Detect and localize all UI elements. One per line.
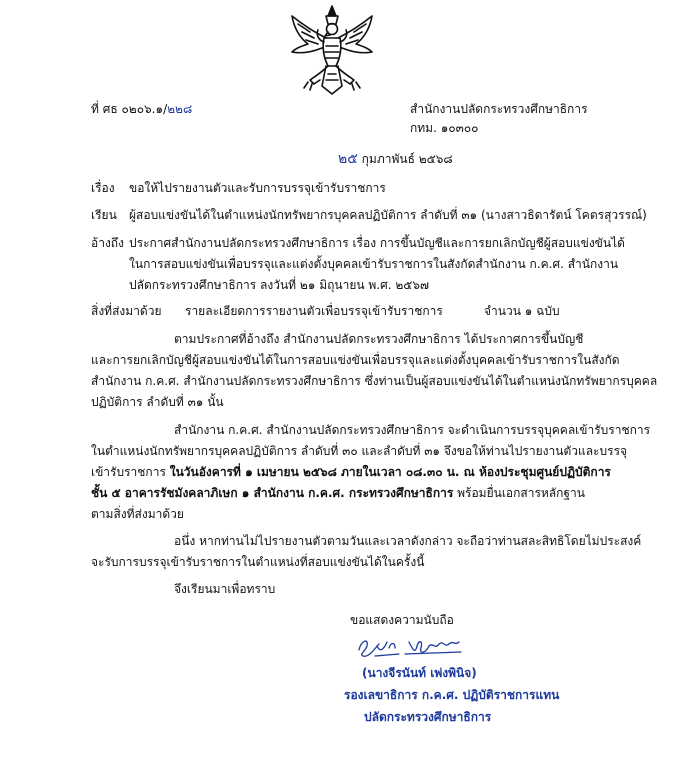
paragraph-line: สำนักงาน ก.ค.ศ. สำนักงานปลัดกระทรวงศึกษาธิการ จะดำเนินการบรรจุบุคคลเข้ารับราชการ <box>174 423 651 437</box>
paragraph-text: เข้ารับราชการ <box>91 465 166 479</box>
paragraph-line: ตามประกาศที่อ้างถึง สำนักงานปลัดกระทรวงศึกษาธิการ ได้ประกาศการขึ้นบัญชี <box>174 332 584 346</box>
issuing-address: กทม. ๑๐๓๐๐ <box>410 121 479 135</box>
date-day-handwritten: ๒๕ <box>338 151 358 167</box>
reference-label: อ้างถึง <box>91 236 124 250</box>
closing-phrase: ขอแสดงความนับถือ <box>350 613 454 627</box>
reference-line: ประกาศสำนักงานปลัดกระทรวงศึกษาธิการ เรื่อง การขึ้นบัญชีและการยกเลิกบัญชีผู้สอบแข่งขันได้ <box>129 236 625 250</box>
appointment-datetime-bold: ในวันอังคารที่ ๑ เมษายน ๒๕๖๘ ภายในเวลา ๐๘.๓๐ น. ณ ห้องประชุมศูนย์ปฏิบัติการ <box>169 465 611 479</box>
signer-title: รองเลขาธิการ ก.ค.ศ. ปฏิบัติราชการแทน <box>344 688 560 702</box>
paragraph-line: ในตำแหน่งนักทรัพยากรบุคคลปฏิบัติการ ลำดับที่ ๓๐ และลำดับที่ ๓๑ จึงขอให้ท่านไปรายงานตัวและบรรจุ <box>91 444 628 458</box>
handwritten-signature <box>355 632 465 660</box>
closing-request: จึงเรียนมาเพื่อทราบ <box>174 582 276 596</box>
signer-title: ปลัดกระทรวงศึกษาธิการ <box>364 710 492 724</box>
enclosure-quantity: จำนวน ๑ ฉบับ <box>484 304 560 318</box>
subject-text: ขอให้ไปรายงานตัวและรับการบรรจุเข้ารับราชการ <box>129 181 386 195</box>
document-number-handwritten: ๒๒๘ <box>167 102 193 116</box>
enclosure-text: รายละเอียดการรายงานตัวเพื่อบรรจุเข้ารับราชการ <box>185 304 443 318</box>
date-month-year: กุมภาพันธ์ ๒๕๖๘ <box>361 152 453 166</box>
issuing-organization: สำนักงานปลัดกระทรวงศึกษาธิการ <box>410 102 588 116</box>
garuda-emblem-icon <box>284 2 380 98</box>
appointment-location-bold: ชั้น ๕ อาคารรัชมังคลาภิเษก ๑ สำนักงาน ก.ค.ศ. กระทรวงศึกษาธิการ <box>91 486 454 500</box>
salutation-text: ผู้สอบแข่งขันได้ในตำแหน่งนักทรัพยากรบุคคลปฏิบัติการ ลำดับที่ ๓๑ (นางสาวธิดารัตน์ โคตรสุวรรณ์) <box>129 208 647 222</box>
subject-label: เรื่อง <box>91 181 115 195</box>
signer-name: (นางจีรนันท์ เพ่งพินิจ) <box>362 666 477 680</box>
paragraph-line: สำนักงาน ก.ค.ศ. สำนักงานปลัดกระทรวงศึกษาธิการ ซึ่งท่านเป็นผู้สอบแข่งขันได้ในตำแหน่งนักทรัพยากรบุคคล <box>91 374 658 388</box>
paragraph-line: ตามสิ่งที่ส่งมาด้วย <box>91 507 184 521</box>
paragraph-line: อนึ่ง หากท่านไม่ไปรายงานตัวตามวันและเวลาดังกล่าว จะถือว่าท่านสละสิทธิโดยไม่ประสงค์ <box>174 534 642 548</box>
enclosure-label: สิ่งที่ส่งมาด้วย <box>91 304 162 318</box>
paragraph-line: และการยกเลิกบัญชีผู้สอบแข่งขันได้ในการสอบแข่งขันเพื่อบรรจุและแต่งตั้งบุคคลเข้ารับราชการในสังกัด <box>91 353 620 367</box>
paragraph-line <box>91 485 585 501</box>
reference-line: ปลัดกระทรวงศึกษาธิการ ลงวันที่ ๒๑ มิถุนายน พ.ศ. ๒๕๖๗ <box>129 278 429 292</box>
paragraph-text: พร้อมยื่นเอกสารหลักฐาน <box>457 486 585 500</box>
paragraph-line: ปฏิบัติการ ลำดับที่ ๓๑ นั้น <box>91 395 224 409</box>
document-number-prefix: ที่ ศธ ๐๒๐๖.๑/ <box>91 102 168 116</box>
document-number <box>91 101 192 117</box>
paragraph-line: จะรับการบรรจุเข้ารับราชการในตำแหน่งที่สอบแข่งขันได้ในครั้งนี้ <box>91 555 425 569</box>
paragraph-line <box>91 464 611 480</box>
salutation-label: เรียน <box>91 208 117 222</box>
reference-line: ในการสอบแข่งขันเพื่อบรรจุและแต่งตั้งบุคคลเข้ารับราชการในสังกัดสำนักงาน ก.ค.ศ. สำนักงาน <box>129 257 619 271</box>
document-date <box>338 151 453 167</box>
